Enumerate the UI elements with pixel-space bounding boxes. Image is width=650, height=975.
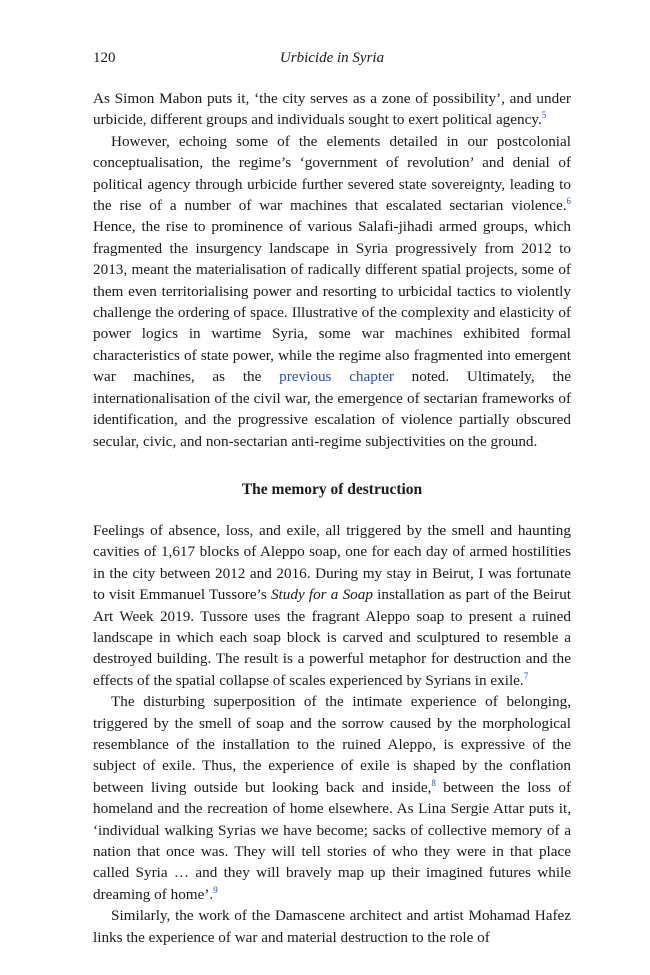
paragraph-5-text: Similarly, the work of the Damascene architect and artist Mohamad Hafez links the experience of war and material destruction to the role of <box>93 907 571 946</box>
paragraph-4-text-b: between the loss of homeland and the recreation of home elsewhere. As Lina Sergie Attar puts it, ‘individual walking Syrias we have become; sacks of collective memory of a nation that once was. They will tell stories of who they were in that place called Syria … and they will bravely map up their imagined futures while dreaming of home’. <box>93 778 572 903</box>
paragraph-4-text-a: The disturbing superposition of the intimate experience of belonging, triggered by the smell of soap and the sorrow caused by the morphological resemblance of the installation to the ruined Aleppo, is expressive of the subject of exile. Thus, the experience of exile is shaped by the conflation between living outside but looking back and inside, <box>93 693 571 796</box>
running-head: Urbicide in Syria <box>279 50 385 66</box>
book-page <box>93 50 571 948</box>
paragraph-1 <box>93 88 571 131</box>
artwork-title: Study for a Soap <box>270 586 373 604</box>
footnote-ref-7[interactable]: 7 <box>523 670 529 681</box>
paragraph-3-text-b: installation as part of the Beirut Art Week 2019. Tussore uses the fragrant Aleppo soap to present a ruined landscape in which each soap block is carved and sculptured to resemble a destroyed building. The result is a powerful metaphor for destruction and the effects of the spatial collapse of scales experienced by Syrians in exile. <box>93 586 572 689</box>
paragraph-3 <box>93 520 571 691</box>
footnote-ref-6[interactable]: 6 <box>566 196 571 207</box>
paragraph-5 <box>93 905 571 948</box>
page-header <box>93 50 571 72</box>
page-number: 120 <box>93 50 116 66</box>
paragraph-2-text-b: Hence, the rise to prominence of various Salafi-jihadi armed groups, which fragmented the insurgency landscape in Syria progressively from 2012 to 2013, meant the materialisation of radically different spatial projects, some of them even territorialising power and resorting to urbicidal tactics to violently challenge the ordering of space. Illustrative of the complexity and elasticity of power logics in wartime Syria, some war machines exhibited formal characteristics of state power, while the regime also fragmented into emergent war machines, as the <box>93 218 571 386</box>
paragraph-4 <box>93 691 571 905</box>
footnote-ref-8[interactable]: 8 <box>431 777 436 788</box>
paragraph-2 <box>93 131 571 452</box>
footnote-ref-9[interactable]: 9 <box>213 884 218 895</box>
previous-chapter-link[interactable]: previous chapter <box>279 368 394 386</box>
footnote-ref-5[interactable]: 5 <box>541 110 547 121</box>
section-heading: The memory of destruction <box>241 480 423 498</box>
paragraph-2-text-a: However, echoing some of the elements detailed in our postcolonial conceptualisation, the regime’s ‘government of revolution’ and denial of political agency through urbicide further severed state sovereignty, leading to the rise of a number of war machines that escalated sectarian violence. <box>93 132 571 215</box>
paragraph-1-text: As Simon Mabon puts it, ‘the city serves as a zone of possibility’, and under urbicide, different groups and individuals sought to exert political agency. <box>93 90 571 129</box>
paragraph-3-text-a: Feelings of absence, loss, and exile, all triggered by the smell and haunting cavities of 1,617 blocks of Aleppo soap, one for each day of armed hostilities in the city between 2012 and 2016. During my stay in Beirut, I was fortunate to visit Emmanuel Tussore’s <box>93 521 571 604</box>
paragraph-2-text-c: noted. Ultimately, the internationalisation of the civil war, the emergence of sectarian frameworks of identification, and the progressive escalation of violence partially obscured secular, civic, and non-sectarian anti-regime subjectivities on the ground. <box>93 368 572 450</box>
